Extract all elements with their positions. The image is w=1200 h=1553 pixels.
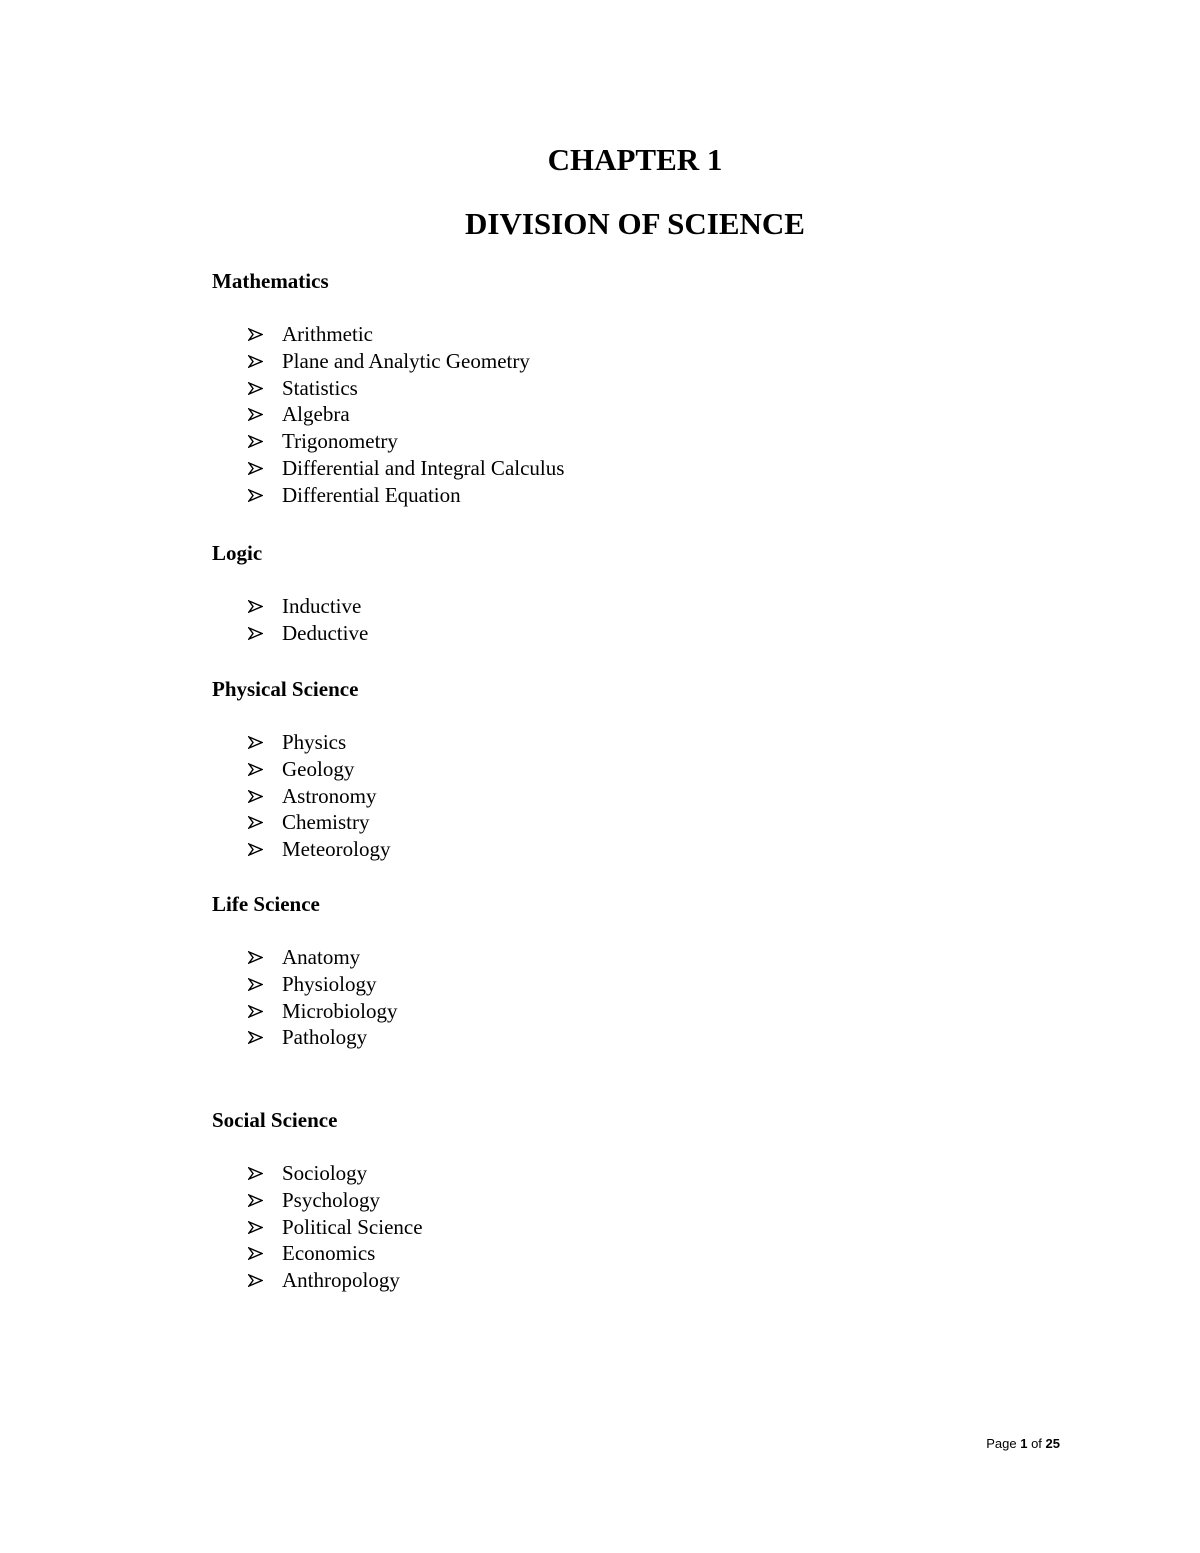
list-item [212, 971, 398, 998]
section-logic [212, 540, 369, 645]
arrowhead-bullet-icon [248, 355, 263, 368]
section-title: Life Science [212, 892, 320, 916]
list-item [212, 729, 390, 756]
list-item [212, 401, 564, 428]
list-item [212, 1160, 423, 1187]
list-item-label: Political Science [282, 1214, 423, 1239]
page-heading: DIVISION OF SCIENCE [465, 206, 805, 241]
list-item-label: Algebra [282, 402, 350, 427]
arrowhead-bullet-icon [248, 328, 263, 341]
list-item-label: Arithmetic [282, 322, 373, 346]
section-mathematics [212, 268, 565, 507]
list-item-label: Microbiology [282, 998, 398, 1023]
list-item-label: Physics [282, 730, 347, 754]
section-life-science [212, 891, 398, 1050]
page-label: Page [986, 1436, 1017, 1451]
chapter-title: CHAPTER 1 [547, 142, 723, 177]
arrowhead-bullet-icon [248, 1031, 263, 1044]
list-item [212, 836, 390, 863]
list-item-label: Astronomy [282, 783, 377, 808]
list-item-label: Anthropology [282, 1268, 400, 1293]
list-item-label: Pathology [282, 1025, 368, 1050]
list-item-label: Inductive [282, 594, 362, 618]
arrowhead-bullet-icon [248, 736, 263, 749]
list-item-label: Chemistry [282, 810, 370, 835]
list-item-label: Geology [282, 756, 355, 781]
arrowhead-bullet-icon [248, 1247, 263, 1260]
list-item [212, 428, 564, 455]
arrowhead-bullet-icon [248, 462, 263, 475]
list-item-label: Plane and Analytic Geometry [282, 348, 530, 373]
list-item [212, 756, 390, 783]
list-item-label: Trigonometry [282, 429, 398, 454]
arrowhead-bullet-icon [248, 1005, 263, 1018]
section-list [212, 944, 398, 1051]
list-item [212, 321, 564, 348]
arrowhead-bullet-icon [248, 1194, 263, 1207]
list-item [212, 1187, 423, 1214]
list-item [212, 1024, 398, 1051]
list-item-label: Physiology [282, 971, 377, 996]
list-item-label: Differential and Integral Calculus [282, 455, 565, 480]
list-item-label: Psychology [282, 1187, 381, 1212]
arrowhead-bullet-icon [248, 600, 263, 613]
arrowhead-bullet-icon [248, 408, 263, 421]
section-social-science [212, 1107, 423, 1293]
list-item [212, 809, 390, 836]
list-item [212, 348, 564, 375]
list-item-label: Meteorology [282, 837, 391, 862]
arrowhead-bullet-icon [248, 1167, 263, 1180]
list-item [212, 998, 398, 1025]
arrowhead-bullet-icon [248, 816, 263, 829]
list-item-label: Anatomy [282, 945, 361, 969]
list-item [212, 482, 564, 509]
section-list [212, 729, 390, 863]
arrowhead-bullet-icon [248, 489, 263, 502]
list-item [212, 1267, 423, 1294]
list-item [212, 593, 368, 620]
section-title: Logic [212, 541, 263, 565]
list-item-label: Economics [282, 1241, 376, 1266]
list-item [212, 1214, 423, 1241]
section-list [212, 321, 564, 509]
list-item [212, 375, 564, 402]
list-item [212, 944, 398, 971]
arrowhead-bullet-icon [248, 951, 263, 964]
arrowhead-bullet-icon [248, 1274, 263, 1287]
current-page-number: 1 [1020, 1436, 1028, 1451]
page-number-footer [960, 1436, 1060, 1452]
section-title: Social Science [212, 1108, 338, 1132]
arrowhead-bullet-icon [248, 790, 263, 803]
arrowhead-bullet-icon [248, 763, 263, 776]
arrowhead-bullet-icon [248, 978, 263, 991]
list-item [212, 783, 390, 810]
arrowhead-bullet-icon [248, 382, 263, 395]
arrowhead-bullet-icon [248, 627, 263, 640]
section-list [212, 593, 368, 647]
section-title: Physical Science [212, 677, 359, 701]
arrowhead-bullet-icon [248, 843, 263, 856]
list-item-label: Deductive [282, 620, 369, 645]
list-item-label: Sociology [282, 1161, 368, 1185]
arrowhead-bullet-icon [248, 1221, 263, 1234]
list-item [212, 455, 564, 482]
list-item [212, 1240, 423, 1267]
section-title: Mathematics [212, 269, 329, 293]
section-list [212, 1160, 423, 1294]
section-physical-science [212, 676, 391, 862]
of-label: of [1031, 1436, 1042, 1451]
list-item-label: Differential Equation [282, 482, 461, 507]
total-page-count: 25 [1045, 1436, 1060, 1451]
arrowhead-bullet-icon [248, 435, 263, 448]
list-item [212, 620, 368, 647]
list-item-label: Statistics [282, 375, 358, 400]
